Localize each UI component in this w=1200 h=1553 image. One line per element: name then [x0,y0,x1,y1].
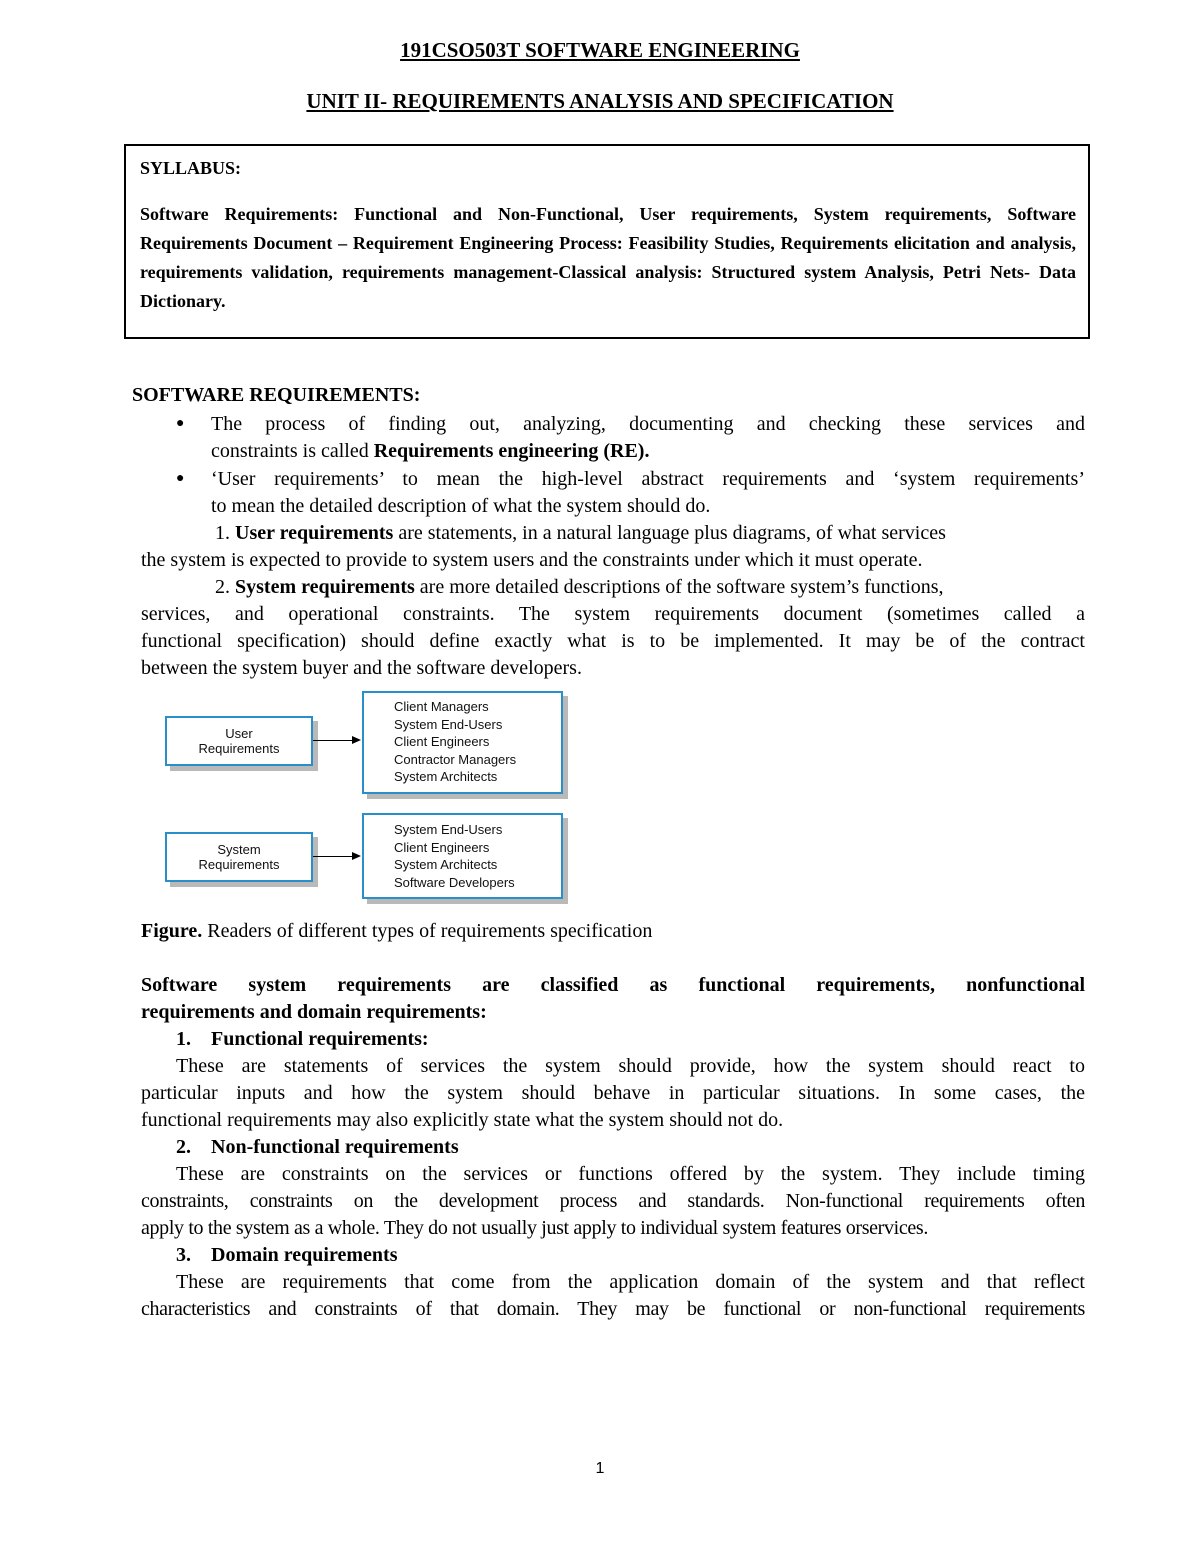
nfr-line3: apply to the system as a whole. They do not usually just apply to individual system features orservices. [141,1217,928,1239]
unit-title: UNIT II- REQUIREMENTS ANALYSIS AND SPECIFICATION [306,89,894,113]
dr-number: 3. [176,1244,191,1266]
user-requirements-box: User Requirements [165,716,313,766]
fr-line1: These are statements of services the system should provide, how the system should react to [176,1055,1085,1077]
bullet2-line2: to mean the detailed description of what the system should do. [211,495,711,517]
item2-line4: between the system buyer and the software developers. [141,657,582,679]
figure-caption: Figure. Readers of different types of requirements specification [141,920,653,942]
classification-intro-line2: requirements and domain requirements: [141,1001,487,1023]
bullet1-line2: constraints is called Requirements engineering (RE). [211,440,650,462]
bullet-icon: ● [176,471,185,486]
reader-item: Contractor Managers [394,751,517,767]
fr-number: 1. [176,1028,191,1050]
item2-line2: services, and operational constraints. The system requirements document (sometimes called a [141,603,1085,625]
fr-line3: functional requirements may also explicitly state what the system should not do. [141,1109,784,1131]
dr-title: Domain requirements [211,1244,398,1266]
bullet2-line1: ‘User requirements’ to mean the high-level abstract requirements and ‘system requirements’ [211,468,1085,490]
nfr-number: 2. [176,1136,191,1158]
item1-line1: 1. User requirements are statements, in a natural language plus diagrams, of what services [215,522,946,544]
reader-item: Client Managers [394,699,489,714]
reader-item: System End-Users [394,716,503,732]
dr-line1: These are requirements that come from the application domain of the system and that reflect [176,1271,1085,1293]
syllabus-box [124,144,1090,339]
nfr-line1: These are constraints on the services or functions offered by the system. They include timing [176,1163,1085,1185]
bullet-icon: ● [176,416,185,431]
syllabus-title: SYLLABUS: [140,158,242,178]
nfr-line2: constraints, constraints on the development process and standards. Non-functional requirements often [141,1190,1085,1212]
nfr-title: Non-functional requirements [211,1136,459,1158]
reader-item: Client Engineers [394,734,490,749]
syllabus-body: Software Requirements: Functional and Non-Functional, User requirements, System requirements, Software Requirements Document – Requirement Engineering Process: Feasibility Studies, Requirements elicitation and analysis, requirements validation, requirements management-Classical analysis: Structured system Analysis, Petri Nets- Data Dictionary. [140,204,1076,311]
reader-item: System Architects [394,769,498,784]
item1-line2: the system is expected to provide to system users and the constraints under which it must operate. [141,549,923,571]
arrow-icon [313,740,359,741]
page-number: 1 [595,1460,605,1477]
arrow-icon [313,856,359,857]
system-requirements-box: System Requirements [165,832,313,882]
fr-title: Functional requirements: [211,1028,429,1050]
section-heading: SOFTWARE REQUIREMENTS: [132,384,421,406]
bullet1-line1: The process of finding out, analyzing, documenting and checking these services and [211,413,1085,435]
reader-item: Client Engineers [394,839,490,855]
fr-line2: particular inputs and how the system should behave in particular situations. In some cases, the [141,1082,1085,1104]
classification-intro-line1: Software system requirements are classified as functional requirements, nonfunctional [141,974,1085,996]
item2-line1: 2. System requirements are more detailed descriptions of the software system’s functions, [215,576,944,598]
reader-item: Software Developers [394,874,515,890]
system-readers-box [362,813,563,899]
reader-item: System Architects [394,857,498,872]
course-title: 191CSO503T SOFTWARE ENGINEERING [400,38,800,62]
reader-item: System End-Users [394,822,503,837]
dr-line2: characteristics and constraints of that domain. They may be functional or non-functional requirements [141,1298,1085,1320]
item2-line3: functional specification) should define exactly what is to be implemented. It may be of the contract [141,630,1085,652]
user-readers-box [362,691,563,794]
